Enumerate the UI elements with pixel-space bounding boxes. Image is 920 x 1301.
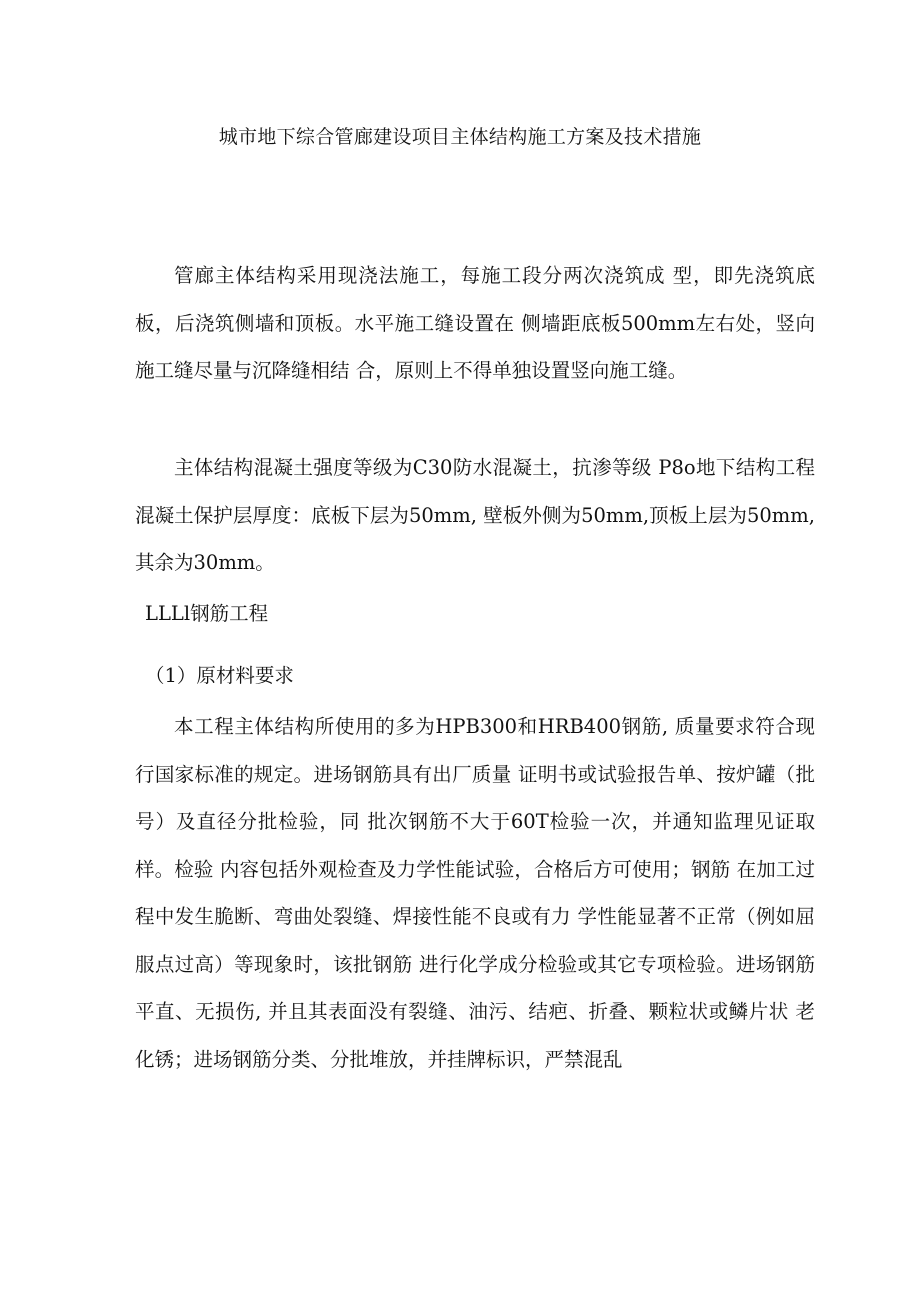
body-paragraph-pouring: 管廊主体结构采用现浇法施工，每施工段分两次浇筑成 型，即先浇筑底板，后浇筑侧墙和顶板。水平施工缝设置在 侧墙距底板500mm左右处，竖向施工缝尽量与沉降缝相结 合，原则上不得单独设置竖向施工缝。 bbox=[135, 264, 815, 382]
document-title: 城市地下综合管廊建设项目主体结构施工方案及技术措施 bbox=[218, 126, 702, 148]
body-paragraph-concrete: 主体结构混凝土强度等级为C30防水混凝土，抗渗等级 P8o地下结构工程混凝土保护层厚度：底板下层为50mm, 壁板外侧为50mm,顶板上层为50mm,其余为30mm。 bbox=[135, 456, 815, 574]
body-paragraph-materials: 本工程主体结构所使用的多为HPB300和HRB400钢筋, 质量要求符合现行国家标准的规定。进场钢筋具有出厂质量 证明书或试验报告单、按炉罐（批号）及直径分批检验，同 批次钢筋不大于60T检验一次，并通知监理见证取样。检验 内容包括外观检查及力学性能试验，合格后方可使用；钢筋 在加工过程中发生脆断、弯曲处裂缝、焊接性能不良或有力 学性能显著不正常（例如屈服点过高）等现象时，该批钢筋 进行化学成分检验或其它专项检验。进场钢筋平直、无损伤, 并且其表面没有裂缝、油污、结疤、折叠、颗粒状或鳞片状 老化锈；进场钢筋分类、分批堆放，并挂牌标识，严禁混乱 bbox=[135, 715, 815, 1071]
subsection-heading-materials: （1）原材料要求 bbox=[145, 664, 294, 687]
section-heading-rebar: LLLl钢筋工程 bbox=[145, 602, 269, 625]
